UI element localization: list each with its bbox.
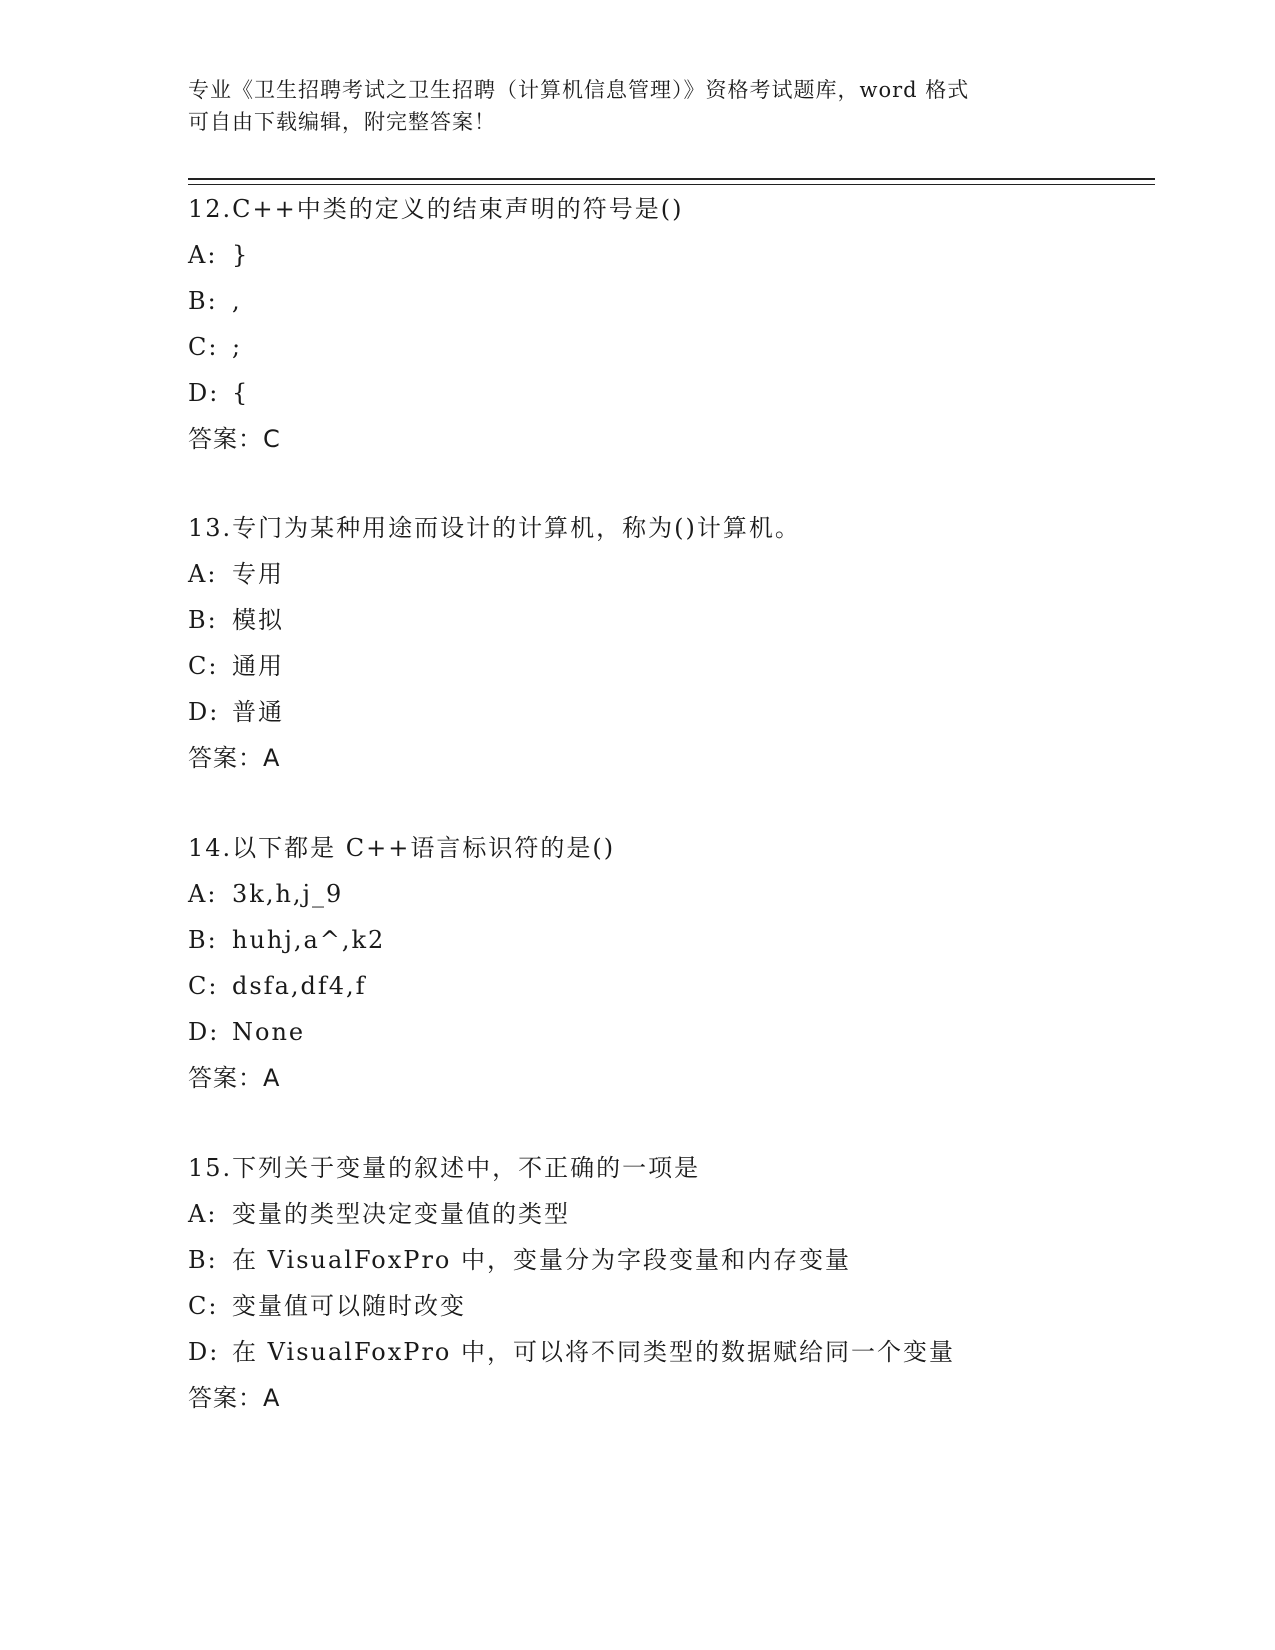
option-text: None [232,1018,306,1046]
option-a [188,232,1148,278]
option-d [188,370,1148,416]
question-title: 13.专门为某种用途而设计的计算机，称为()计算机。 [188,514,801,542]
option-b [188,597,1148,643]
answer-label: 答案：A [188,1064,281,1092]
option-letter: D: [188,1018,220,1046]
option-c [188,1283,1148,1329]
question-14 [188,825,1148,1101]
question-13 [188,505,1148,781]
option-c [188,643,1148,689]
header-divider-thick [188,178,1155,180]
option-text: 变量的类型决定变量值的类型 [232,1200,570,1228]
option-text: 变量值可以随时改变 [232,1292,466,1320]
option-letter: B: [188,287,218,315]
option-letter: B: [188,926,218,954]
question-title: 15.下列关于变量的叙述中，不正确的一项是 [188,1154,701,1182]
option-d [188,689,1148,735]
option-letter: D: [188,1338,220,1366]
option-letter: C: [188,1292,219,1320]
option-d [188,1329,1148,1375]
option-letter: B: [188,1246,218,1274]
option-text: 专用 [232,560,284,588]
option-b [188,278,1148,324]
option-letter: C: [188,333,219,361]
option-a [188,1191,1148,1237]
option-text: 通用 [232,652,284,680]
option-letter: A: [188,1200,218,1228]
option-text: 普通 [232,698,284,726]
option-letter: D: [188,379,220,407]
option-letter: C: [188,972,219,1000]
option-a [188,551,1148,597]
header-divider-thin [188,184,1155,185]
option-text: { [232,379,250,407]
question-title: 14.以下都是 C++语言标识符的是() [188,834,616,862]
option-c [188,963,1148,1009]
option-text: huhj,a^,k2 [232,926,386,954]
question-12 [188,186,1148,462]
header-line-1: 专业《卫生招聘考试之卫生招聘（计算机信息管理）》资格考试题库，word 格式 [188,78,970,102]
answer-label: 答案：C [188,425,281,453]
option-text: dsfa,df4,f [232,972,367,1000]
option-b [188,917,1148,963]
option-letter: A: [188,880,218,908]
option-letter: D: [188,698,220,726]
answer-label: 答案：A [188,1384,281,1412]
option-text: 3k,h,j_9 [232,880,344,908]
document-header [188,74,1068,138]
option-text: 在 VisualFoxPro 中，变量分为字段变量和内存变量 [232,1246,851,1274]
header-line-2: 可自由下载编辑，附完整答案！ [188,110,496,134]
option-b [188,1237,1148,1283]
option-letter: C: [188,652,219,680]
option-text: , [232,287,242,315]
option-letter: B: [188,606,218,634]
question-title: 12.C++中类的定义的结束声明的符号是() [188,195,684,223]
option-text: 模拟 [232,606,284,634]
option-d [188,1009,1148,1055]
option-text: ; [232,333,243,361]
option-c [188,324,1148,370]
option-text: 在 VisualFoxPro 中，可以将不同类型的数据赋给同一个变量 [232,1338,955,1366]
question-15 [188,1145,1148,1421]
answer-label: 答案：A [188,744,281,772]
option-letter: A: [188,241,218,269]
option-a [188,871,1148,917]
option-text: } [232,241,250,269]
option-letter: A: [188,560,218,588]
